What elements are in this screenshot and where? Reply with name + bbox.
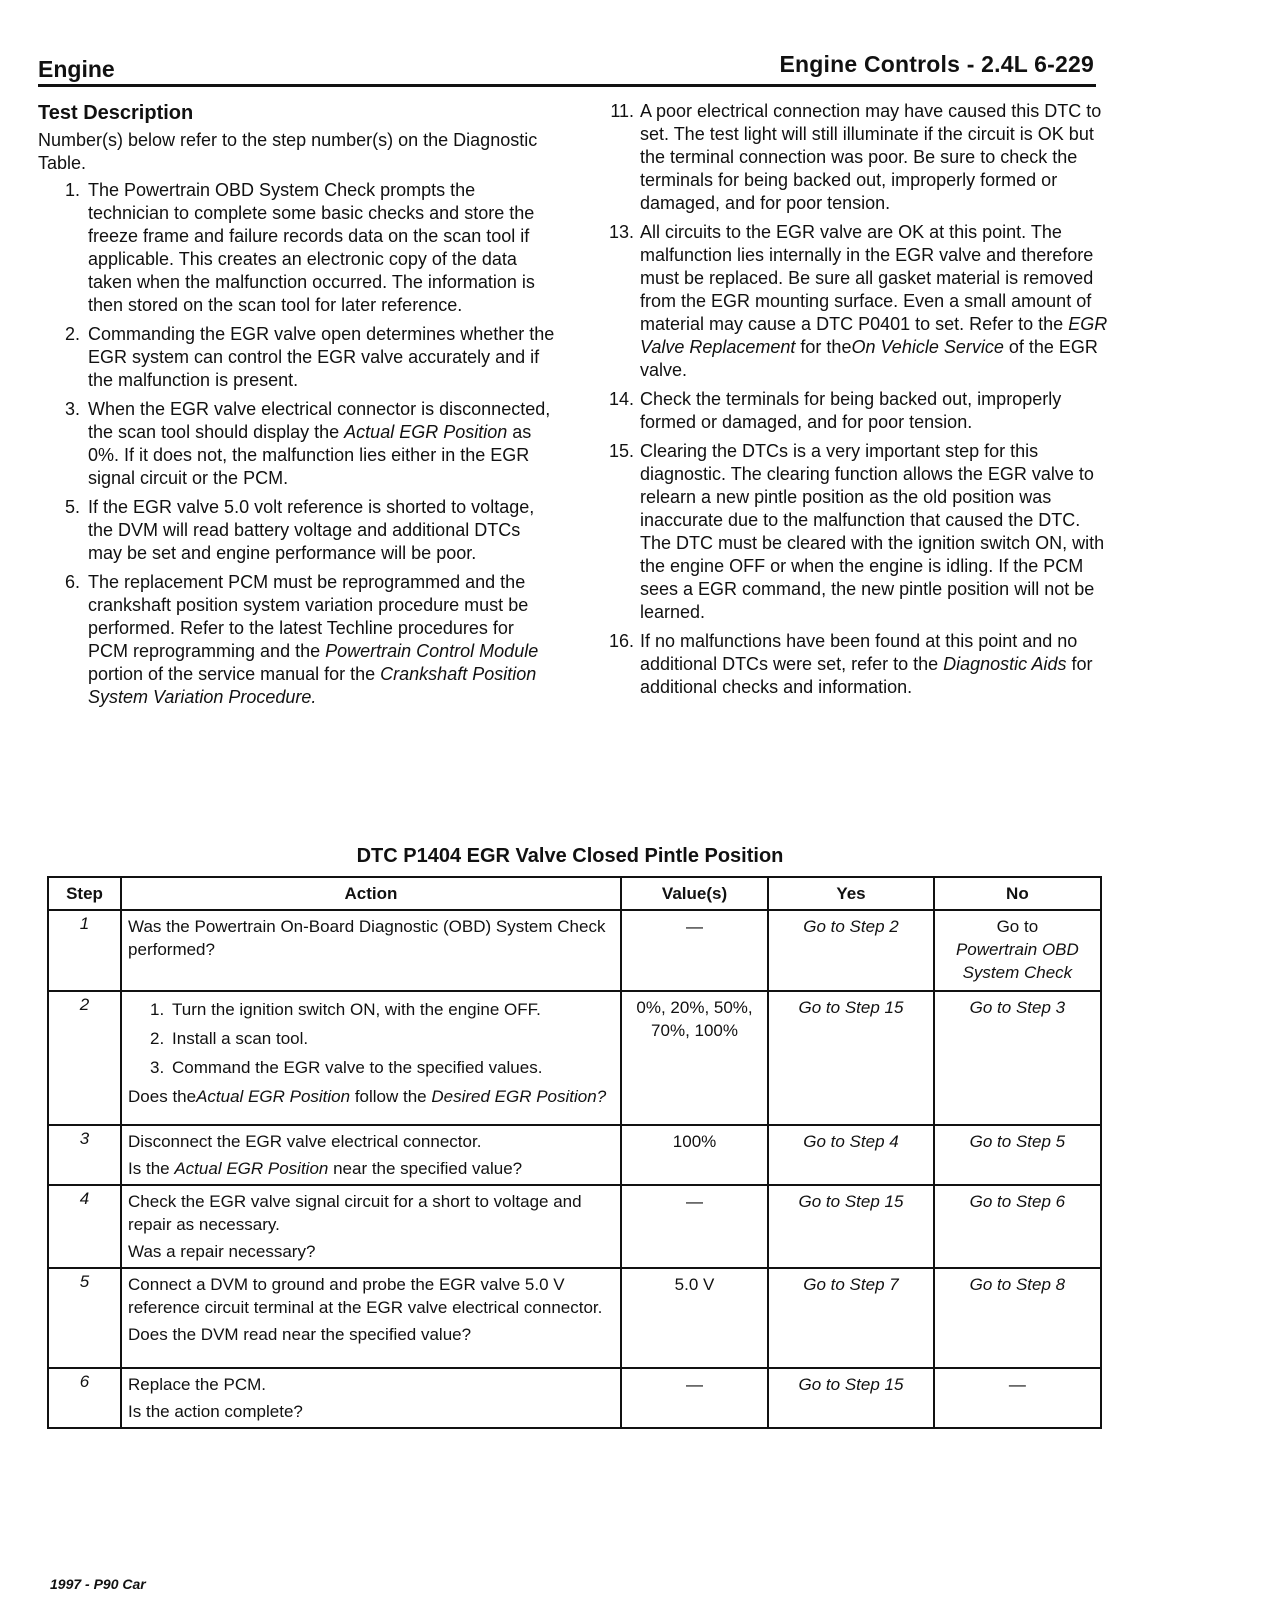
diagnostic-table: [47, 876, 1102, 1429]
list-item-text: The replacement PCM must be reprogrammed and the crankshaft position system variation procedure must be performed. Refer to the latest Techline procedures for PCM reprogramming and the Powertrain Control Module portion of the service manual for the Crankshaft Position System Variation Procedure.: [88, 572, 539, 707]
header-step: Step: [48, 877, 121, 910]
list-item-number: 11.: [610, 101, 634, 121]
list-item-text: If no malfunctions have been found at this point and no additional DTCs were set, refer to the Diagnostic Aids for additional checks and information.: [640, 631, 1093, 697]
cell-action: [121, 991, 621, 1125]
action-step: 2. Install a scan tool.: [150, 1029, 309, 1048]
list-item: [38, 398, 558, 490]
table-row: [48, 1268, 1101, 1368]
list-item: [38, 323, 558, 392]
cell-action: [121, 1368, 621, 1428]
table-row: [48, 910, 1101, 991]
action-text: Was the Powertrain On-Board Diagnostic (OBD) System Check performed?: [128, 917, 606, 959]
cell-value: 100%: [621, 1125, 768, 1185]
cell-step: 1: [48, 910, 121, 991]
cell-no: Go to Step 5: [934, 1125, 1101, 1185]
header-divider: [38, 84, 1096, 87]
cell-action: [121, 1268, 621, 1368]
cell-yes: Go to Step 2: [768, 910, 934, 991]
action-question: Is the Actual EGR Position near the specified value?: [128, 1159, 523, 1178]
header-no: No: [934, 877, 1101, 910]
cell-step: 4: [48, 1185, 121, 1268]
table-row: [48, 1125, 1101, 1185]
list-item-number: 2.: [64, 324, 80, 344]
cell-no: [934, 910, 1101, 991]
action-text: Replace the PCM.: [128, 1375, 266, 1394]
list-item: [598, 221, 1108, 382]
cell-action: [121, 1125, 621, 1185]
list-item: [38, 496, 558, 565]
header-values: Value(s): [621, 877, 768, 910]
list-item: [598, 630, 1108, 699]
cell-step: 2: [48, 991, 121, 1125]
action-text: Check the EGR valve signal circuit for a short to voltage and repair as necessary.: [128, 1192, 582, 1234]
list-item-number: 3.: [64, 399, 80, 419]
list-item-text: Check the terminals for being backed out, improperly formed or damaged, and for poor tension.: [640, 389, 1062, 432]
cell-yes: Go to Step 15: [768, 1185, 934, 1268]
cell-yes: Go to Step 15: [768, 991, 934, 1125]
list-item: [598, 100, 1108, 215]
list-item: [38, 571, 558, 709]
list-item-number: 5.: [64, 497, 80, 517]
action-question: Does theActual EGR Position follow the Desired EGR Position?: [128, 1087, 607, 1106]
cell-no: Go to Step 8: [934, 1268, 1101, 1368]
cell-action: [121, 1185, 621, 1268]
list-item-number: 1.: [64, 180, 80, 200]
cell-no: —: [934, 1368, 1101, 1428]
table-row: [48, 1185, 1101, 1268]
table-title: DTC P1404 EGR Valve Closed Pintle Position: [356, 845, 784, 867]
cell-no-prefix: Go to: [996, 917, 1039, 936]
list-item-text: When the EGR valve electrical connector is disconnected, the scan tool should display the Actual EGR Position as 0%. If it does not, the malfunction lies either in the EGR signal circuit or the PCM.: [88, 399, 551, 488]
test-description-list-left: [38, 179, 558, 709]
list-item-number: 6.: [64, 572, 80, 592]
cell-value: —: [621, 910, 768, 991]
action-text: Disconnect the EGR valve electrical connector.: [128, 1132, 482, 1151]
action-step: 3. Command the EGR valve to the specified values.: [150, 1058, 543, 1077]
right-column: [598, 100, 1108, 705]
list-item-number: 14.: [608, 389, 634, 409]
list-item-text: The Powertrain OBD System Check prompts the technician to complete some basic checks and store the freeze frame and failure records data on the scan tool if applicable. This creates an electronic copy of the data taken when the malfunction occurred. The information is then stored on the scan tool for later reference.: [88, 180, 535, 315]
cell-no: Go to Step 3: [934, 991, 1101, 1125]
table-row: [48, 1368, 1101, 1428]
section-title: Engine: [38, 56, 115, 82]
list-item-text: If the EGR valve 5.0 volt reference is shorted to voltage, the DVM will read battery voltage and additional DTCs may be set and engine performance will be poor.: [88, 497, 535, 563]
cell-step: 6: [48, 1368, 121, 1428]
action-question: Was a repair necessary?: [128, 1242, 316, 1261]
action-step: 1. Turn the ignition switch ON, with the engine OFF.: [150, 1000, 541, 1019]
cell-step: 3: [48, 1125, 121, 1185]
list-item-text: A poor electrical connection may have caused this DTC to set. The test light will still illuminate if the circuit is OK but the terminal connection was poor. Be sure to check the terminals for being backed out, improperly formed or damaged, and for poor tension.: [640, 101, 1102, 213]
cell-yes: Go to Step 7: [768, 1268, 934, 1368]
cell-step: 5: [48, 1268, 121, 1368]
list-item: [598, 440, 1108, 624]
page-reference: Engine Controls - 2.4L 6-229: [779, 51, 1094, 77]
test-description-title: Test Description: [38, 102, 194, 124]
footer-model: 1997 - P90 Car: [50, 1576, 146, 1592]
cell-action: [121, 910, 621, 991]
cell-value: 0%, 20%, 50%, 70%, 100%: [621, 991, 768, 1125]
cell-no-target: Powertrain OBD System Check: [955, 940, 1079, 982]
test-description-list-right: [598, 100, 1108, 699]
table-header-row: [48, 877, 1101, 910]
action-question: Is the action complete?: [128, 1402, 303, 1421]
action-steps: [128, 998, 614, 1079]
list-item-text: All circuits to the EGR valve are OK at this point. The malfunction lies internally in the EGR valve and therefore must be replaced. Be sure all gasket material is removed from the EGR mounting surface. Even a small amount of material may cause a DTC P0401 to set. Refer to the EGR Valve Replacement for theOn Vehicle Service of the EGR valve.: [640, 222, 1108, 380]
list-item: [38, 179, 558, 317]
cell-yes: Go to Step 4: [768, 1125, 934, 1185]
cell-value: 5.0 V: [621, 1268, 768, 1368]
action-question: Does the DVM read near the specified value?: [128, 1325, 472, 1344]
list-item-number: 16.: [608, 631, 634, 651]
cell-yes: Go to Step 15: [768, 1368, 934, 1428]
table-row: [48, 991, 1101, 1125]
test-description-intro: Number(s) below refer to the step number(s) on the Diagnostic Table.: [38, 130, 538, 173]
list-item-number: 15.: [608, 441, 634, 461]
cell-value: —: [621, 1185, 768, 1268]
list-item-number: 13.: [608, 222, 634, 242]
action-text: Connect a DVM to ground and probe the EGR valve 5.0 V reference circuit terminal at the EGR valve electrical connector.: [128, 1275, 603, 1317]
list-item-text: Clearing the DTCs is a very important step for this diagnostic. The clearing function allows the EGR valve to relearn a new pintle position as the old position was inaccurate due to the malfunction that caused the DTC. The DTC must be cleared with the ignition switch ON, with the engine OFF or when the engine is idling. If the PCM sees a EGR command, the new pintle position will not be learned.: [640, 441, 1105, 622]
list-item: [598, 388, 1108, 434]
left-column: [38, 100, 558, 715]
cell-value: —: [621, 1368, 768, 1428]
list-item-text: Commanding the EGR valve open determines whether the EGR system can control the EGR valve accurately and if the malfunction is present.: [88, 324, 555, 390]
cell-no: Go to Step 6: [934, 1185, 1101, 1268]
header-yes: Yes: [768, 877, 934, 910]
header-action: Action: [121, 877, 621, 910]
